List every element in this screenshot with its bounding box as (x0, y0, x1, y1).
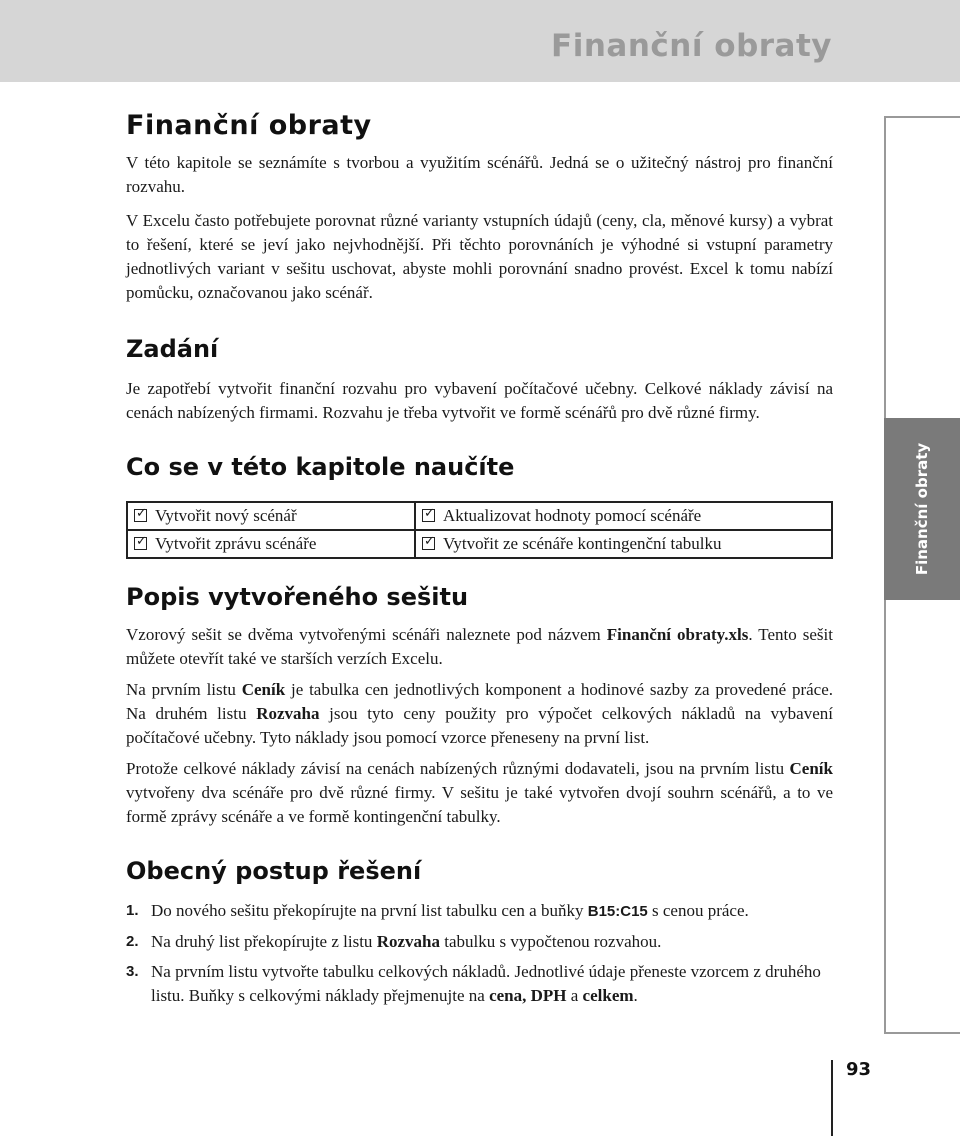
list-item: 3. Na prvním listu vytvořte tabulku celkových nákladů. Jednotlivé údaje přeneste vzorcem z druhého listu. Buňky s celkovými náklady přejmenujte na cena, DPH a celkem. (126, 962, 821, 1005)
running-header-title: Finanční obraty (551, 28, 832, 64)
page-number: 93 (846, 1059, 872, 1080)
checkbox-checked-icon: ✓ (136, 506, 147, 521)
steps-list (126, 899, 833, 1008)
checkbox-checked-icon: ✓ (136, 534, 147, 549)
zadani-paragraph: Je zapotřebí vytvořit finanční rozvahu pro vybavení počítačové učebny. Celkové náklady závisí na cenách nabízených firmami. Rozvahu je třeba vytvořit ve formě scénářů pro dvě různé firmy. (126, 379, 833, 422)
learn-checklist-table (126, 501, 833, 559)
popis-paragraph-2: Na prvním listu Ceník je tabulka cen jednotlivých komponent a hodinové sazby za provedené práce. Na druhém listu Rozvaha jsou tyto ceny použity pro výpočet celkových nákladů na vybavení počítačové učebny. Tyto náklady jsou pomocí vzorce přeneseny na první list. (126, 680, 834, 747)
checkbox-checked-icon: ✓ (424, 534, 435, 549)
chapter-title: Finanční obraty (126, 110, 372, 141)
popis-paragraph-1: Vzorový sešit se dvěma vytvořenými scénáři naleznete pod názvem Finanční obraty.xls. Tento sešit můžete otevřít také ve starších verzích Excelu. (126, 625, 833, 668)
page-number-rule (831, 1060, 833, 1136)
section-heading-learn: Co se v této kapitole naučíte (126, 453, 515, 481)
header-band (0, 0, 960, 82)
side-tab-label: Finanční obraty (913, 442, 931, 576)
intro-paragraph-1: V této kapitole se seznámíte s tvorbou a využitím scénářů. Jedná se o užitečný nástroj pro finanční rozvahu. (126, 153, 833, 196)
checkbox-checked-icon: ✓ (424, 506, 435, 521)
table-row (127, 530, 832, 558)
section-heading-zadani: Zadání (126, 335, 219, 363)
table-row (127, 502, 832, 530)
section-heading-popis: Popis vytvořeného sešitu (126, 583, 469, 611)
list-item: 2. Na druhý list překopírujte z listu Rozvaha tabulku s vypočtenou rozvahou. (126, 932, 662, 951)
page-content (126, 110, 833, 1008)
intro-paragraph-2: V Excelu často potřebujete porovnat různé varianty vstupních údajů (ceny, cla, měnové kursy) a vybrat to řešení, které se jeví jako nejvhodnější. Při těchto porovnáních je výhodné si vstupní parametry jednotlivých variant v sešitu uschovat, abyste mohli porovnání snadno provést. Excel k tomu nabízí pomůcku, označovanou jako scénář. (126, 211, 833, 302)
checklist-item: ✓ Vytvořit ze scénáře kontingenční tabulku (415, 530, 832, 558)
section-heading-postup: Obecný postup řešení (126, 857, 422, 885)
popis-paragraph-3: Protože celkové náklady závisí na cenách nabízených různými dodavateli, jsou na prvním listu Ceník vytvořeny dva scénáře pro dvě různé firmy. V sešitu je také vytvořen dvojí souhrn scénářů, a to ve formě zprávy scénáře a ve formě kontingenční tabulky. (126, 759, 833, 826)
checklist-item: ✓ Vytvořit zprávu scénáře (127, 530, 415, 558)
side-chapter-tab (884, 418, 960, 600)
list-item: 1. Do nového sešitu překopírujte na první list tabulku cen a buňky B15:C15 s cenou práce. (126, 901, 749, 920)
checklist-item: ✓ Vytvořit nový scénář (127, 502, 415, 530)
checklist-item: ✓ Aktualizovat hodnoty pomocí scénáře (415, 502, 832, 530)
